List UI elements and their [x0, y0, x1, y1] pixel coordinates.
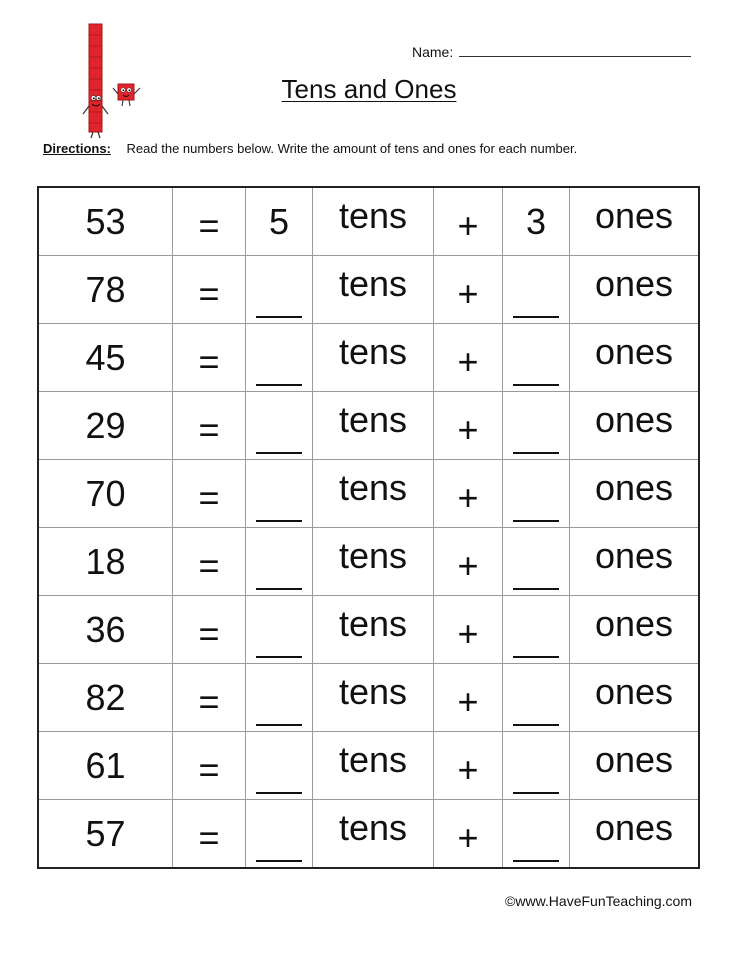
tens-word: tens — [338, 466, 408, 508]
ones-answer[interactable] — [503, 732, 570, 800]
ones-word: ones — [594, 262, 674, 304]
name-label: Name: — [412, 44, 454, 60]
equals-sign — [173, 460, 246, 528]
tens-word: tens — [338, 534, 408, 576]
problem-row — [38, 392, 699, 460]
ones-label — [570, 528, 700, 596]
tens-answer[interactable] — [246, 256, 313, 324]
page-title-text: Tens and Ones — [281, 74, 457, 104]
plus-sign — [434, 800, 503, 869]
equals-symbol: = — [198, 340, 220, 382]
ones-label — [570, 460, 700, 528]
ones-label — [570, 732, 700, 800]
tens-word: tens — [338, 806, 408, 848]
given-number: 61 — [38, 732, 173, 800]
answer-blank-line[interactable] — [256, 383, 302, 386]
equals-sign — [173, 256, 246, 324]
page-title — [0, 74, 736, 105]
equals-sign — [173, 528, 246, 596]
ones-word: ones — [594, 806, 674, 848]
given-number: 36 — [38, 596, 173, 664]
answer-blank-line[interactable] — [513, 655, 559, 658]
plus-symbol: + — [457, 340, 479, 382]
problem-row — [38, 528, 699, 596]
problem-row — [38, 732, 699, 800]
equals-symbol: = — [198, 544, 220, 586]
ones-answer[interactable] — [503, 800, 570, 869]
equals-symbol: = — [198, 816, 220, 858]
ones-label — [570, 187, 700, 256]
ones-answer[interactable] — [503, 528, 570, 596]
equals-sign — [173, 800, 246, 869]
ones-label — [570, 324, 700, 392]
answer-blank-line[interactable] — [256, 519, 302, 522]
ones-word: ones — [594, 466, 674, 508]
plus-sign — [434, 528, 503, 596]
problem-row — [38, 596, 699, 664]
ones-word: ones — [594, 194, 674, 236]
tens-answer[interactable] — [246, 528, 313, 596]
directions-label: Directions: — [43, 141, 111, 156]
equals-sign — [173, 324, 246, 392]
ones-word: ones — [594, 738, 674, 780]
tens-label — [313, 460, 434, 528]
ones-answer[interactable] — [503, 256, 570, 324]
equals-symbol: = — [198, 408, 220, 450]
answer-blank-line[interactable] — [256, 859, 302, 862]
tens-ones-table-body — [38, 187, 699, 868]
tens-label — [313, 596, 434, 664]
plus-sign — [434, 187, 503, 256]
problem-row — [38, 800, 699, 869]
tens-word: tens — [338, 670, 408, 712]
answer-blank-line[interactable] — [513, 723, 559, 726]
tens-answer[interactable] — [246, 460, 313, 528]
answer-blank-line[interactable] — [256, 723, 302, 726]
ones-label — [570, 256, 700, 324]
answer-blank-line[interactable] — [513, 315, 559, 318]
plus-symbol: + — [457, 204, 479, 246]
equals-sign — [173, 392, 246, 460]
ones-word: ones — [594, 330, 674, 372]
tens-word: tens — [338, 330, 408, 372]
equals-symbol: = — [198, 680, 220, 722]
ones-answer[interactable] — [503, 664, 570, 732]
tens-answer[interactable] — [246, 732, 313, 800]
equals-sign — [173, 187, 246, 256]
tens-label — [313, 392, 434, 460]
plus-symbol: + — [457, 272, 479, 314]
problem-row — [38, 187, 699, 256]
plus-sign — [434, 324, 503, 392]
plus-symbol: + — [457, 816, 479, 858]
equals-symbol: = — [198, 612, 220, 654]
plus-symbol: + — [457, 748, 479, 790]
given-number: 29 — [38, 392, 173, 460]
ones-word: ones — [594, 602, 674, 644]
tens-label — [313, 664, 434, 732]
tens-answer[interactable] — [246, 664, 313, 732]
ones-answer[interactable] — [503, 460, 570, 528]
problem-row — [38, 324, 699, 392]
problem-row — [38, 460, 699, 528]
tens-label — [313, 324, 434, 392]
problem-row — [38, 256, 699, 324]
directions — [43, 141, 577, 156]
tens-label — [313, 256, 434, 324]
tens-label — [313, 732, 434, 800]
given-number: 70 — [38, 460, 173, 528]
given-number: 18 — [38, 528, 173, 596]
plus-sign — [434, 732, 503, 800]
tens-word: tens — [338, 194, 408, 236]
answer-blank-line[interactable] — [256, 451, 302, 454]
problem-row — [38, 664, 699, 732]
equals-sign — [173, 664, 246, 732]
directions-text: Read the numbers below. Write the amount of tens and ones for each number. — [126, 141, 578, 156]
answer-blank-line[interactable] — [513, 451, 559, 454]
plus-sign — [434, 596, 503, 664]
tens-word: tens — [338, 262, 408, 304]
tens-label — [313, 800, 434, 869]
ones-answer[interactable] — [503, 596, 570, 664]
plus-symbol: + — [457, 408, 479, 450]
answer-blank-line[interactable] — [513, 791, 559, 794]
equals-symbol: = — [198, 272, 220, 314]
ones-label — [570, 596, 700, 664]
plus-sign — [434, 664, 503, 732]
given-number: 78 — [38, 256, 173, 324]
tens-word: tens — [338, 738, 408, 780]
equals-symbol: = — [198, 476, 220, 518]
ones-answer[interactable] — [503, 324, 570, 392]
tens-word: tens — [338, 602, 408, 644]
plus-symbol: + — [457, 680, 479, 722]
given-number: 57 — [38, 800, 173, 869]
name-field — [412, 42, 691, 60]
answer-blank-line[interactable] — [256, 315, 302, 318]
equals-sign — [173, 596, 246, 664]
tens-answer[interactable] — [246, 392, 313, 460]
ones-word: ones — [594, 534, 674, 576]
answer-blank-line[interactable] — [256, 655, 302, 658]
ones-label — [570, 392, 700, 460]
tens-answer[interactable] — [246, 324, 313, 392]
tens-answer[interactable]: 5 — [246, 187, 313, 256]
plus-sign — [434, 460, 503, 528]
answer-blank-line[interactable] — [513, 859, 559, 862]
ones-answer[interactable] — [503, 392, 570, 460]
given-number: 53 — [38, 187, 173, 256]
answer-blank-line[interactable] — [513, 519, 559, 522]
answer-blank-line[interactable] — [513, 383, 559, 386]
tens-word: tens — [338, 398, 408, 440]
tens-answer[interactable] — [246, 596, 313, 664]
ones-label — [570, 664, 700, 732]
given-number: 82 — [38, 664, 173, 732]
ones-word: ones — [594, 670, 674, 712]
plus-symbol: + — [457, 476, 479, 518]
given-number: 45 — [38, 324, 173, 392]
tens-label — [313, 187, 434, 256]
equals-symbol: = — [198, 204, 220, 246]
plus-symbol: + — [457, 544, 479, 586]
answer-blank-line[interactable] — [256, 587, 302, 590]
plus-sign — [434, 392, 503, 460]
plus-symbol: + — [457, 612, 479, 654]
name-write-line[interactable] — [459, 42, 691, 57]
tens-label — [313, 528, 434, 596]
equals-symbol: = — [198, 748, 220, 790]
tens-ones-table — [37, 186, 700, 869]
ones-label — [570, 800, 700, 869]
answer-blank-line[interactable] — [513, 587, 559, 590]
ones-answer[interactable]: 3 — [503, 187, 570, 256]
ones-word: ones — [594, 398, 674, 440]
plus-sign — [434, 256, 503, 324]
tens-answer[interactable] — [246, 800, 313, 869]
equals-sign — [173, 732, 246, 800]
answer-blank-line[interactable] — [256, 791, 302, 794]
copyright-footer: ©www.HaveFunTeaching.com — [505, 893, 692, 909]
